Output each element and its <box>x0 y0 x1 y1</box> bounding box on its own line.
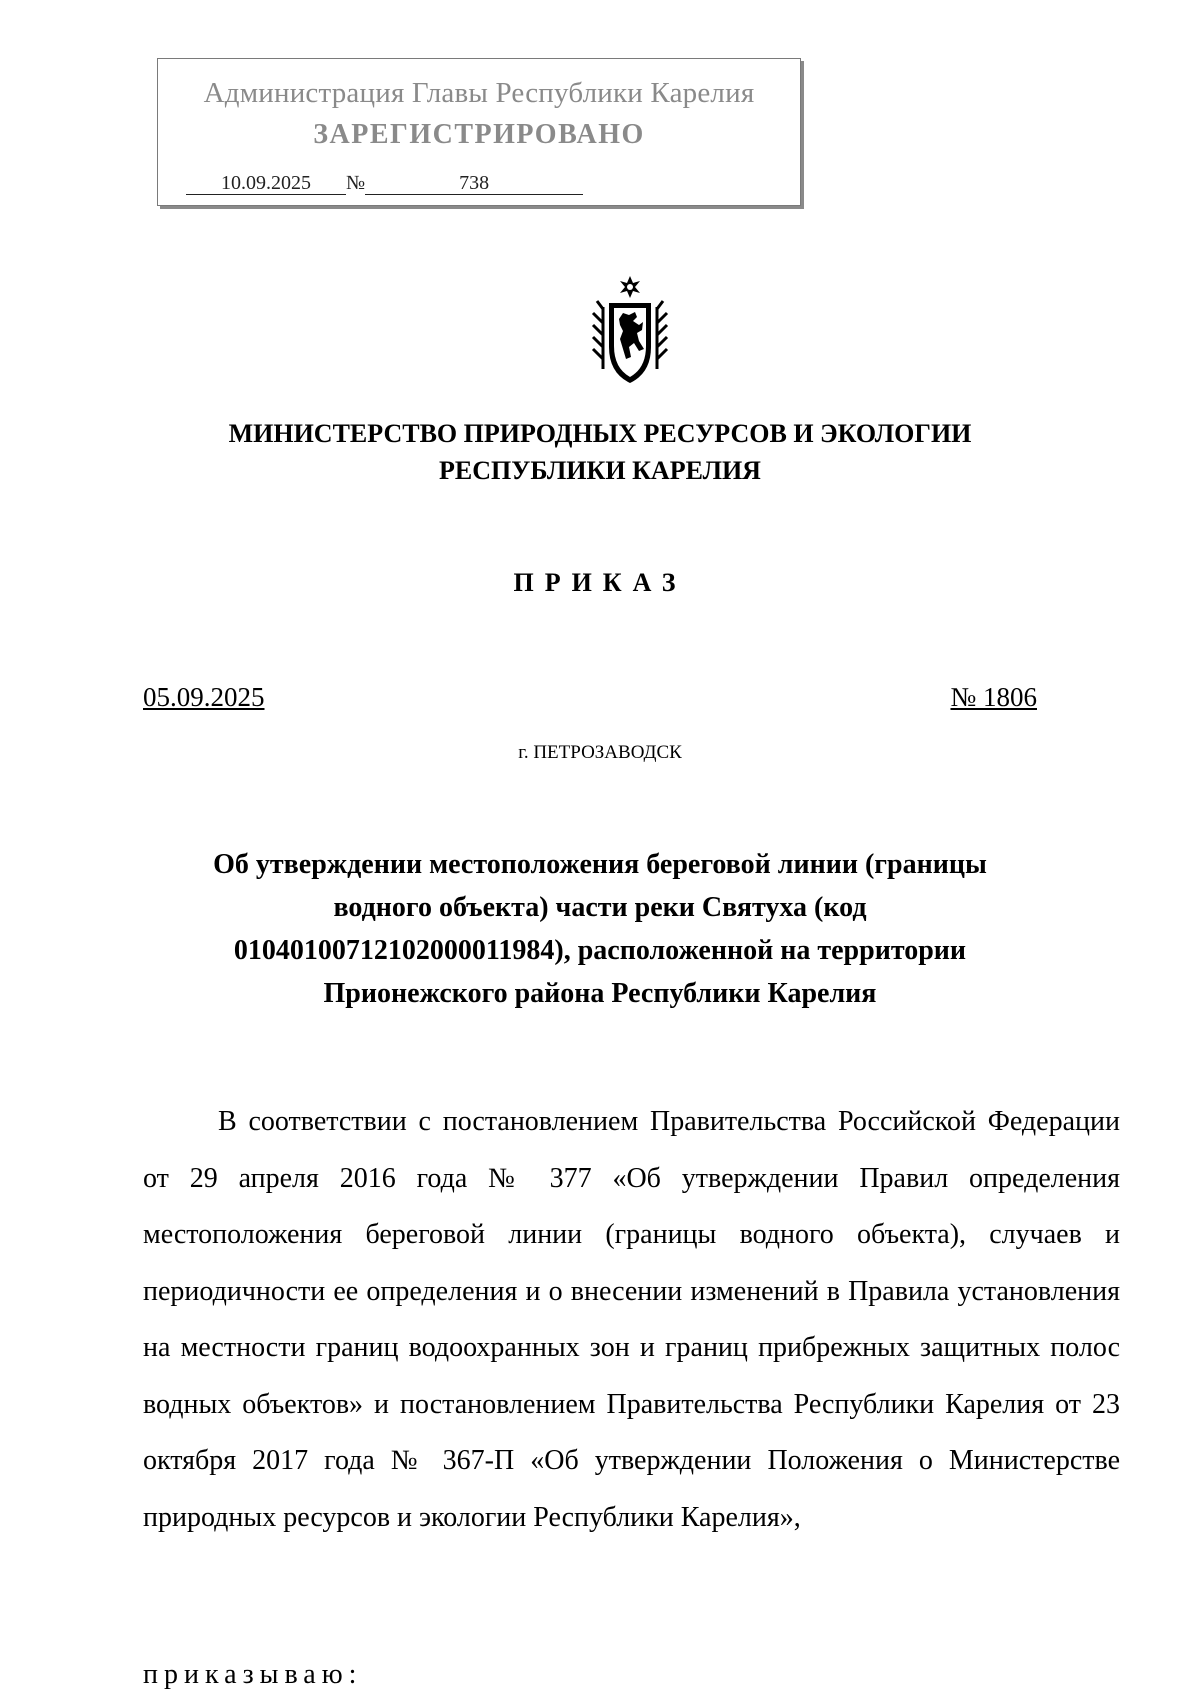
title-line-2: водного объекта) части реки Святуха (код <box>333 892 867 923</box>
stamp-number: 738 <box>365 172 583 195</box>
order-word: приказываю: <box>143 1659 363 1690</box>
stamp-authority: Администрация Главы Республики Карелия <box>203 77 755 109</box>
stamp-status: ЗАРЕГИСТРИРОВАНО <box>313 119 645 150</box>
title-line-3: 01040100712102000011984), расположенной на территории <box>233 935 967 966</box>
ministry-name <box>0 415 1200 489</box>
ministry-line-1: МИНИСТЕРСТВО ПРИРОДНЫХ РЕСУРСОВ И ЭКОЛОГИИ <box>228 419 972 448</box>
order-date: 05.09.2025 <box>143 682 265 712</box>
title-line-1: Об утверждении местоположения береговой линии (границы <box>213 849 987 880</box>
registration-stamp <box>157 58 801 206</box>
document-body <box>143 1094 1120 1546</box>
document-title <box>150 843 1050 1015</box>
document-type: ПРИКАЗ <box>513 568 687 597</box>
title-line-4: Прионежского района Республики Карелия <box>323 978 877 1009</box>
stamp-registration-row <box>186 172 583 195</box>
order-number: № 1806 <box>950 682 1037 712</box>
body-paragraph: В соответствии с постановлением Правительства Российской Федерации от 29 апреля 2016 года № 377 «Об утверждении Правил определения местоположения береговой линии (границы водного объекта), случаев и периодичности ее определения и о внесении изменений в Правила установления на местности границ водоохранных зон и границ прибрежных защитных полос водных объектов» и постановлением Правительства Республики Карелия от 23 октября 2017 года № 367-П «Об утверждении Положения о Министерстве природных ресурсов и экологии Республики Карелия», <box>143 1106 1120 1533</box>
stamp-date: 10.09.2025 <box>186 172 346 195</box>
stamp-number-sign: № <box>346 172 366 194</box>
city-name: г. ПЕТРОЗАВОДСК <box>518 742 682 763</box>
ministry-line-2: РЕСПУБЛИКИ КАРЕЛИЯ <box>439 456 761 485</box>
karelia-coat-of-arms-icon <box>587 275 673 389</box>
